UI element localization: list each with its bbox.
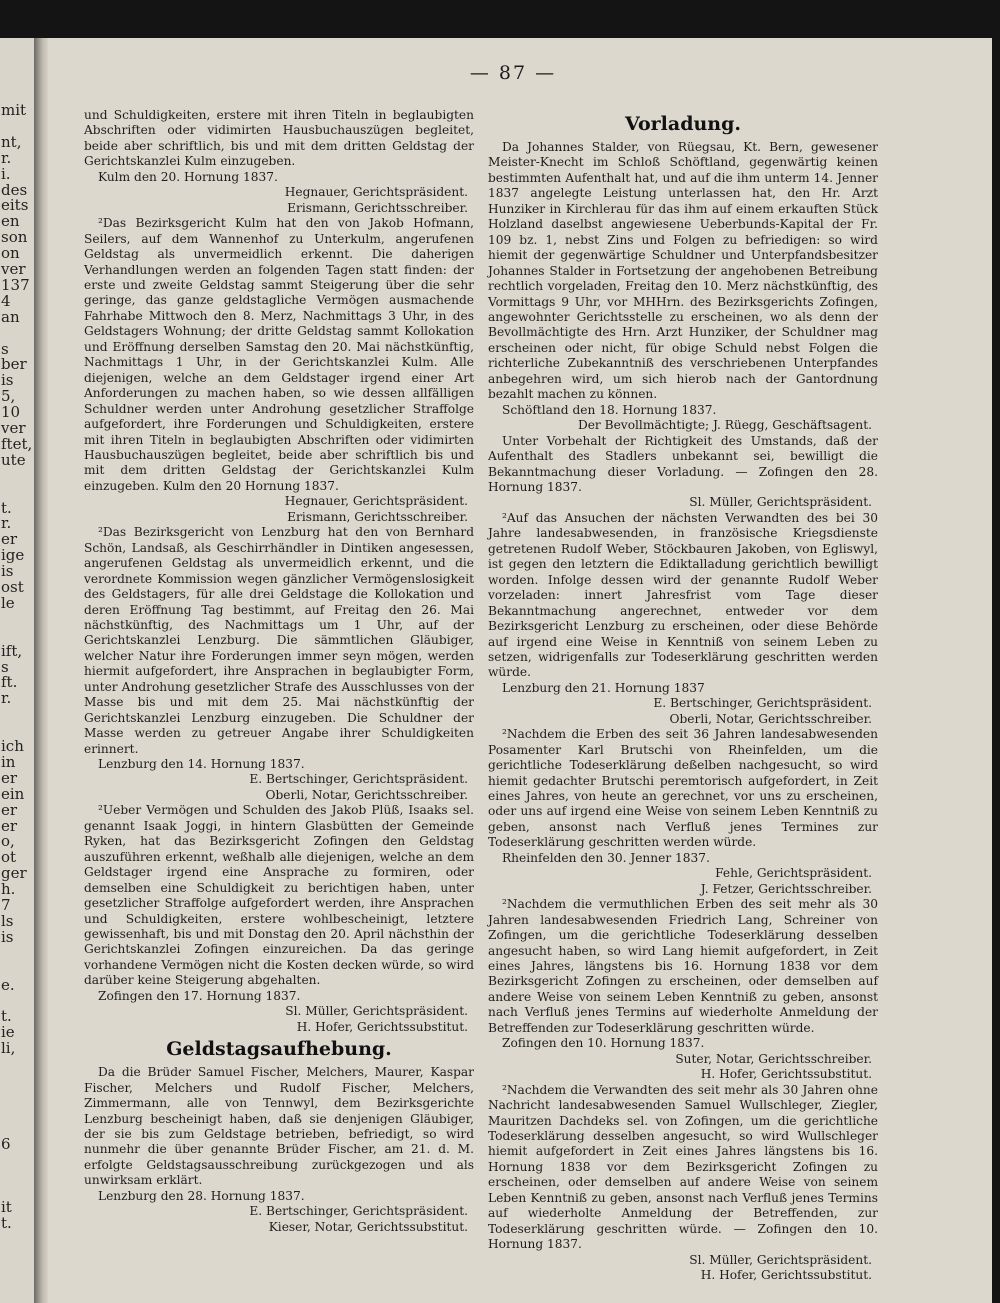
- margin-fragment: des: [1, 180, 28, 199]
- notice-paragraph: ²Das Bezirksgericht Kulm hat den von Jakob Hofmann, Seilers, auf dem Wannenhof zu Unterkulm, angerufenen Geldstag als unvermeidlich erkennt. Die daherigen Verhandlungen werden an folgenden Tagen statt finden: der erste und zweite Geldstag sammt Steigerung über die sehr geringe, das ganze geldstagliche Vermögen ausmachende Fahrhabe Mittwoch den 8. Merz, Nachmittags 3 Uhr, in des Geldstagers Wohnung; der dritte Geldstag sammt Kollokation und Eröffnung derselben Samstag den 20. Mai nächstkünftig, Nachmittags 1 Uhr, in der Gerichtskanzlei Kulm. Alle diejenigen, welche an dem Geldstager irgend einer Art Anforderungen zu machen haben, so wie dessen allfälligen Schuldner werden unter Androhung gesetzlicher Straffolge aufgefordert, ihre Forderungen und Schuldigkeiten, erstere mit ihren Titeln in beglaubigten Abschriften oder vidimirten Hausbuchauszügen begleitet, beide aber schriftlich bis und mit dem dritten Geldstag der Gerichtskanzlei Kulm einzugeben. Kulm den 20 Hornung 1837.: [84, 216, 474, 493]
- margin-fragment: 6: [1, 1134, 11, 1153]
- margin-fragment: 5,: [1, 387, 16, 406]
- notice-paragraph: Schöftland den 18. Hornung 1837.: [502, 402, 717, 417]
- margin-fragment: ftet,: [1, 434, 33, 453]
- signature-line: E. Bertschinger, Gerichtspräsident.: [653, 696, 872, 711]
- notice-paragraph: Rheinfelden den 30. Jenner 1837.: [502, 850, 710, 865]
- margin-fragment: er: [1, 768, 18, 787]
- margin-fragment: ute: [1, 450, 26, 469]
- margin-fragment: i.: [1, 164, 11, 183]
- margin-fragment: ls: [1, 911, 14, 930]
- margin-fragment: son: [1, 228, 28, 247]
- margin-fragment: it: [1, 1198, 12, 1217]
- signature-line: H. Hofer, Gerichtssubstitut.: [296, 1019, 468, 1034]
- book-gutter: [34, 38, 48, 1303]
- margin-fragment: er: [1, 800, 18, 819]
- signature-line: H. Hofer, Gerichtssubstitut.: [700, 1268, 872, 1283]
- signature-line: Sl. Müller, Gerichtspräsident.: [689, 495, 872, 510]
- margin-fragment: en: [1, 212, 20, 231]
- notice-paragraph: und Schuldigkeiten, erstere mit ihren Titeln in beglaubigten Abschriften oder vidimirten Hausbuchauszügen begleitet, beide aber schriftlich, bis und mit dem dritten Geldstag der Gerichtskanzlei Kulm einzugeben.: [84, 108, 474, 169]
- margin-fragment: s: [1, 339, 9, 358]
- margin-fragment: r.: [1, 148, 12, 167]
- margin-fragment: mit: [1, 101, 27, 119]
- margin-fragment: in: [1, 752, 16, 771]
- notice-paragraph: ²Nachdem die vermuthlichen Erben des seit mehr als 30 Jahren landesabwesenden Friedrich Lang, Schreiner von Zofingen, um die gerichtliche Todeserklärung desselben angesucht haben, so wird Lang hiemit aufgefordert, in Zeit eines Jahres, längstens bis 16. Hornung 1838 vor dem Bezirksgericht Zofingen zu erscheinen, oder demselben auf andere Weise von seinem Leben Kenntniß zu geben, ansonst nach Verfluß jenes Termins auf wiederholte Anmeldung der Betreffenden zur Todeserklärung geschritten würde.: [488, 897, 878, 1035]
- notice-paragraph: Lenzburg den 21. Hornung 1837: [502, 680, 705, 695]
- signature-line: Fehle, Gerichtspräsident.: [715, 866, 872, 881]
- margin-fragment: 10: [1, 403, 21, 422]
- right-column: [488, 110, 878, 1284]
- notice-paragraph: Da Johannes Stalder, von Rüegsau, Kt. Bern, gewesener Meister-Knecht im Schloß Schöftland, gegenwärtig keinen bestimmten Aufenthalt hat, und auf die ihm unterm 14. Jenner 1837 angelegte Leistung unterlassen hat, den Hr. Arzt Hunziker in Kirchlerau für das ihm auf einem erkauften Stück Holzland daselbst angewiesene Ueberbunds-Kapital der Fr. 109 bz. 1, nebst Zins und Folgen zu befriedigen: so wird hiemit der gegenwärtige Schuldner und Unterpfandsbesitzer Johannes Stalder in Fortsetzung der angehobenen Betreibung rechtlich vorgeladen, Freitag den 10. Merz nächstkünftig, des Vormittags 9 Uhr, vor MHHrn. des Bezirksgerichts Zofingen, angewohnter Gerichtsstelle zu erscheinen, wo als denn der Bevollmächtigte des Hrn. Arzt Hunziker, der Schuldner mag erscheinen oder nicht, für obige Schuld nebst Folgen die richterliche Zubekanntniß des verschriebenen Unterpfandes anbegehren wird, um sich hierob nach der Gantordnung bezahlt machen zu können.: [488, 140, 878, 402]
- signature-line: Sl. Müller, Gerichtspräsident.: [285, 1004, 468, 1019]
- margin-fragment: ift,: [1, 641, 23, 660]
- notice-paragraph: Kulm den 20. Hornung 1837.: [98, 169, 278, 184]
- margin-fragment: r.: [1, 514, 12, 533]
- signature-line: E. Bertschinger, Gerichtspräsident.: [249, 1204, 468, 1219]
- signature-line: Suter, Notar, Gerichtsschreiber.: [675, 1051, 872, 1066]
- margin-fragment: nt,: [1, 132, 22, 151]
- margin-fragment: is: [1, 371, 14, 390]
- notice-paragraph: Zofingen den 17. Hornung 1837.: [98, 988, 301, 1003]
- margin-fragment: ein: [1, 784, 25, 803]
- margin-fragment: 4: [1, 291, 11, 310]
- margin-fragment: ber: [1, 355, 27, 374]
- margin-fragment: er: [1, 530, 18, 549]
- notice-paragraph: ²Ueber Vermögen und Schulden des Jakob Plüß, Isaaks sel. genannt Isaak Joggi, in hintern Glasbütten der Gemeinde Ryken, hat das Bezirksgericht Zofingen den Geldstag auszuführen erkennt, weßhalb alle diejenigen, welche an dem Geldstager irgend eine Ansprache zu formiren, oder demselben eine Schuldigkeit zu berichtigen haben, unter gesetzlicher Straffolge aufgefordert werden, ihre Ansprachen und Schuldigkeiten, erstere wohlbescheinigt, letztere gewissenhaft, bis und mit Donstag den 20. April nächsthin der Gerichtskanzlei Zofingen einzureichen. Da das geringe vorhandene Vermögen nicht die Kosten decken würde, so wird darüber keine Steigerung abgehalten.: [84, 803, 474, 988]
- signature-line: Hegnauer, Gerichtspräsident.: [284, 494, 468, 509]
- signature-line: J. Fetzer, Gerichtsschreiber.: [700, 881, 872, 896]
- previous-page-edge: [0, 38, 34, 1303]
- margin-fragment: is: [1, 562, 14, 581]
- margin-fragment: ot: [1, 848, 17, 867]
- margin-fragment: eits: [1, 196, 29, 215]
- notice-paragraph: ²Nachdem die Verwandten des seit mehr als 30 Jahren ohne Nachricht landesabwesenden Samuel Wullschleger, Ziegler, Mauritzen Dachdeks sel. von Zofingen, um die gerichtliche Todeserklärung desselben angesucht, so wird Wullschleger hiemit aufgefordert in Zeit eines Jahres längstens bis 16. Hornung 1838 vor dem Bezirksgericht Zofingen zu erscheinen, oder demselben auf andere Weise von seinem Leben Kenntniß zu geben, ansonst nach Verfluß jenes Termins auf wiederholte Anmeldung der Betreffenden, zur Todeserklärung geschritten würde. — Zofingen den 10. Hornung 1837.: [488, 1082, 878, 1252]
- signature-line: H. Hofer, Gerichtssubstitut.: [700, 1067, 872, 1082]
- margin-fragment: h.: [1, 880, 16, 899]
- margin-fragment: le: [1, 593, 15, 612]
- margin-fragment: is: [1, 927, 14, 946]
- signature-line: Erismann, Gerichtsschreiber.: [287, 509, 468, 524]
- signature-line: Hegnauer, Gerichtspräsident.: [284, 185, 468, 200]
- book-page: [48, 38, 992, 1303]
- margin-fragment: on: [1, 244, 20, 263]
- margin-fragment: ich: [1, 737, 24, 755]
- margin-fragment: ger: [1, 864, 27, 883]
- margin-fragment: an: [1, 307, 20, 326]
- signature-line: Erismann, Gerichtsschreiber.: [287, 200, 468, 215]
- margin-fragment: ver: [1, 260, 26, 278]
- margin-fragment: s: [1, 657, 9, 676]
- margin-fragment: t.: [1, 1007, 12, 1026]
- section-heading: Geldstagsaufhebung.: [166, 1038, 392, 1061]
- section-heading: Vorladung.: [624, 113, 742, 135]
- margin-fragment: r.: [1, 689, 12, 708]
- margin-fragment: t.: [1, 498, 12, 517]
- notice-paragraph: Zofingen den 10. Hornung 1837.: [502, 1036, 705, 1051]
- left-column: [84, 108, 474, 1235]
- margin-fragment: o,: [1, 832, 15, 851]
- notice-paragraph: Unter Vorbehalt der Richtigkeit des Umstands, daß der Aufenthalt des Stadlers unbekannt sei, bewilligt die Bekanntmachung dieser Vorladung. — Zofingen den 28. Hornung 1837.: [488, 433, 878, 494]
- signature-line: Oberli, Notar, Gerichtsschreiber.: [669, 711, 872, 726]
- page-number: — 87 —: [469, 62, 557, 84]
- notice-paragraph: Lenzburg den 28. Hornung 1837.: [98, 1188, 305, 1203]
- margin-fragment: e.: [1, 975, 15, 994]
- signature-line: Oberli, Notar, Gerichtsschreiber.: [265, 787, 468, 802]
- notice-paragraph: ²Das Bezirksgericht von Lenzburg hat den von Bernhard Schön, Landsaß, als Geschirrhändler in Dintiken angesessen, angerufenen Geldstag als unvermeidlich erkennt, und die verordnete Kommission wegen gänzlicher Vermögenslosigkeit des Geldstagers, für alle drei Geldstage die Kollokation und deren Eröffnung Tag bestimmt, auf Freitag den 26. Mai nächstkünftig, des Nachmittags um 1 Uhr, auf der Gerichtskanzlei Lenzburg. Die sämmtlichen Gläubiger, welcher Natur ihre Forderungen immer seyn mögen, werden hiermit aufgefordert, ihre Ansprachen in beglaubigter Form, unter Androhung gesetzlicher Strafe des Ausschlusses von der Masse bis und mit dem 25. Mai nächstkünftig der Gerichtskanzlei Lenzburg einzugeben. Die Schuldner der Masse werden zu getreuer Angabe ihrer Schuldigkeiten erinnert.: [84, 525, 474, 756]
- margin-fragment: ie: [1, 1023, 15, 1042]
- margin-fragment: ige: [1, 546, 25, 565]
- margin-fragment: 7: [1, 896, 11, 914]
- notice-paragraph: Lenzburg den 14. Hornung 1837.: [98, 757, 305, 772]
- margin-fragment: er: [1, 816, 18, 835]
- signature-line: Kieser, Notar, Gerichtssubstitut.: [268, 1219, 468, 1234]
- signature-line: Sl. Müller, Gerichtspräsident.: [689, 1252, 872, 1267]
- signature-line: Der Bevollmächtigte; J. Rüegg, Geschäftsagent.: [577, 418, 872, 433]
- notice-paragraph: ²Auf das Ansuchen der nächsten Verwandten des bei 30 Jahre landesabwesenden, in französische Kriegsdienste getretenen Rudolf Weber, Stöckbauren Jakoben, von Egliswyl, ist gegen den letztern die Ediktalladung gerichtlich bewilligt worden. Infolge dessen wird der genannte Rudolf Weber vorzeladen: innert Jahresfrist vom Tage dieser Bekanntmachung angerechnet, entweder vor dem Bezirksgericht Lenzburg zu erscheinen, oder diese Behörde auf irgend eine Weise in Kenntniß von seinem Leben zu setzen, widrigenfalls zur Todeserklärung geschritten werden würde.: [488, 510, 878, 680]
- notice-paragraph: ²Nachdem die Erben des seit 36 Jahren landesabwesenden Posamenter Karl Brutschi von Rheinfelden, um die gerichtliche Todeserklärung deßelben nachgesucht, so wird hiemit gedachter Brutschi peremtorisch aufgefordert, in Zeit eines Jahres, von heute an gerechnet, vor uns zu erscheinen, oder uns auf irgend eine Weise von seinem Leben Kenntniß zu geben, ansonst nach Verfluß jenes Termines zur Todeserklärung geschritten werden würde.: [488, 727, 878, 850]
- margin-fragment: ft.: [1, 673, 18, 692]
- margin-fragment: ver: [1, 419, 26, 437]
- margin-fragment: ost: [1, 578, 24, 596]
- margin-fragment: 137: [1, 275, 30, 294]
- signature-line: E. Bertschinger, Gerichtspräsident.: [249, 772, 468, 787]
- margin-fragment: t.: [1, 1214, 12, 1232]
- notice-paragraph: Da die Brüder Samuel Fischer, Melchers, Maurer, Kaspar Fischer, Melchers und Rudolf Fischer, Melchers, Zimmermann, alle von Tennwyl, dem Bezirksgerichte Lenzburg bescheinigt haben, daß sie denjenigen Gläubiger, der sie bis zum Geldstage betrieben, befriedigt, so wird nunmehr die über genannte Brüder Fischer, am 21. d. M. erfolgte Geldstagsausschreibung zurückgezogen und als unwirksam erklärt.: [84, 1065, 474, 1188]
- margin-fragment: li,: [1, 1039, 16, 1058]
